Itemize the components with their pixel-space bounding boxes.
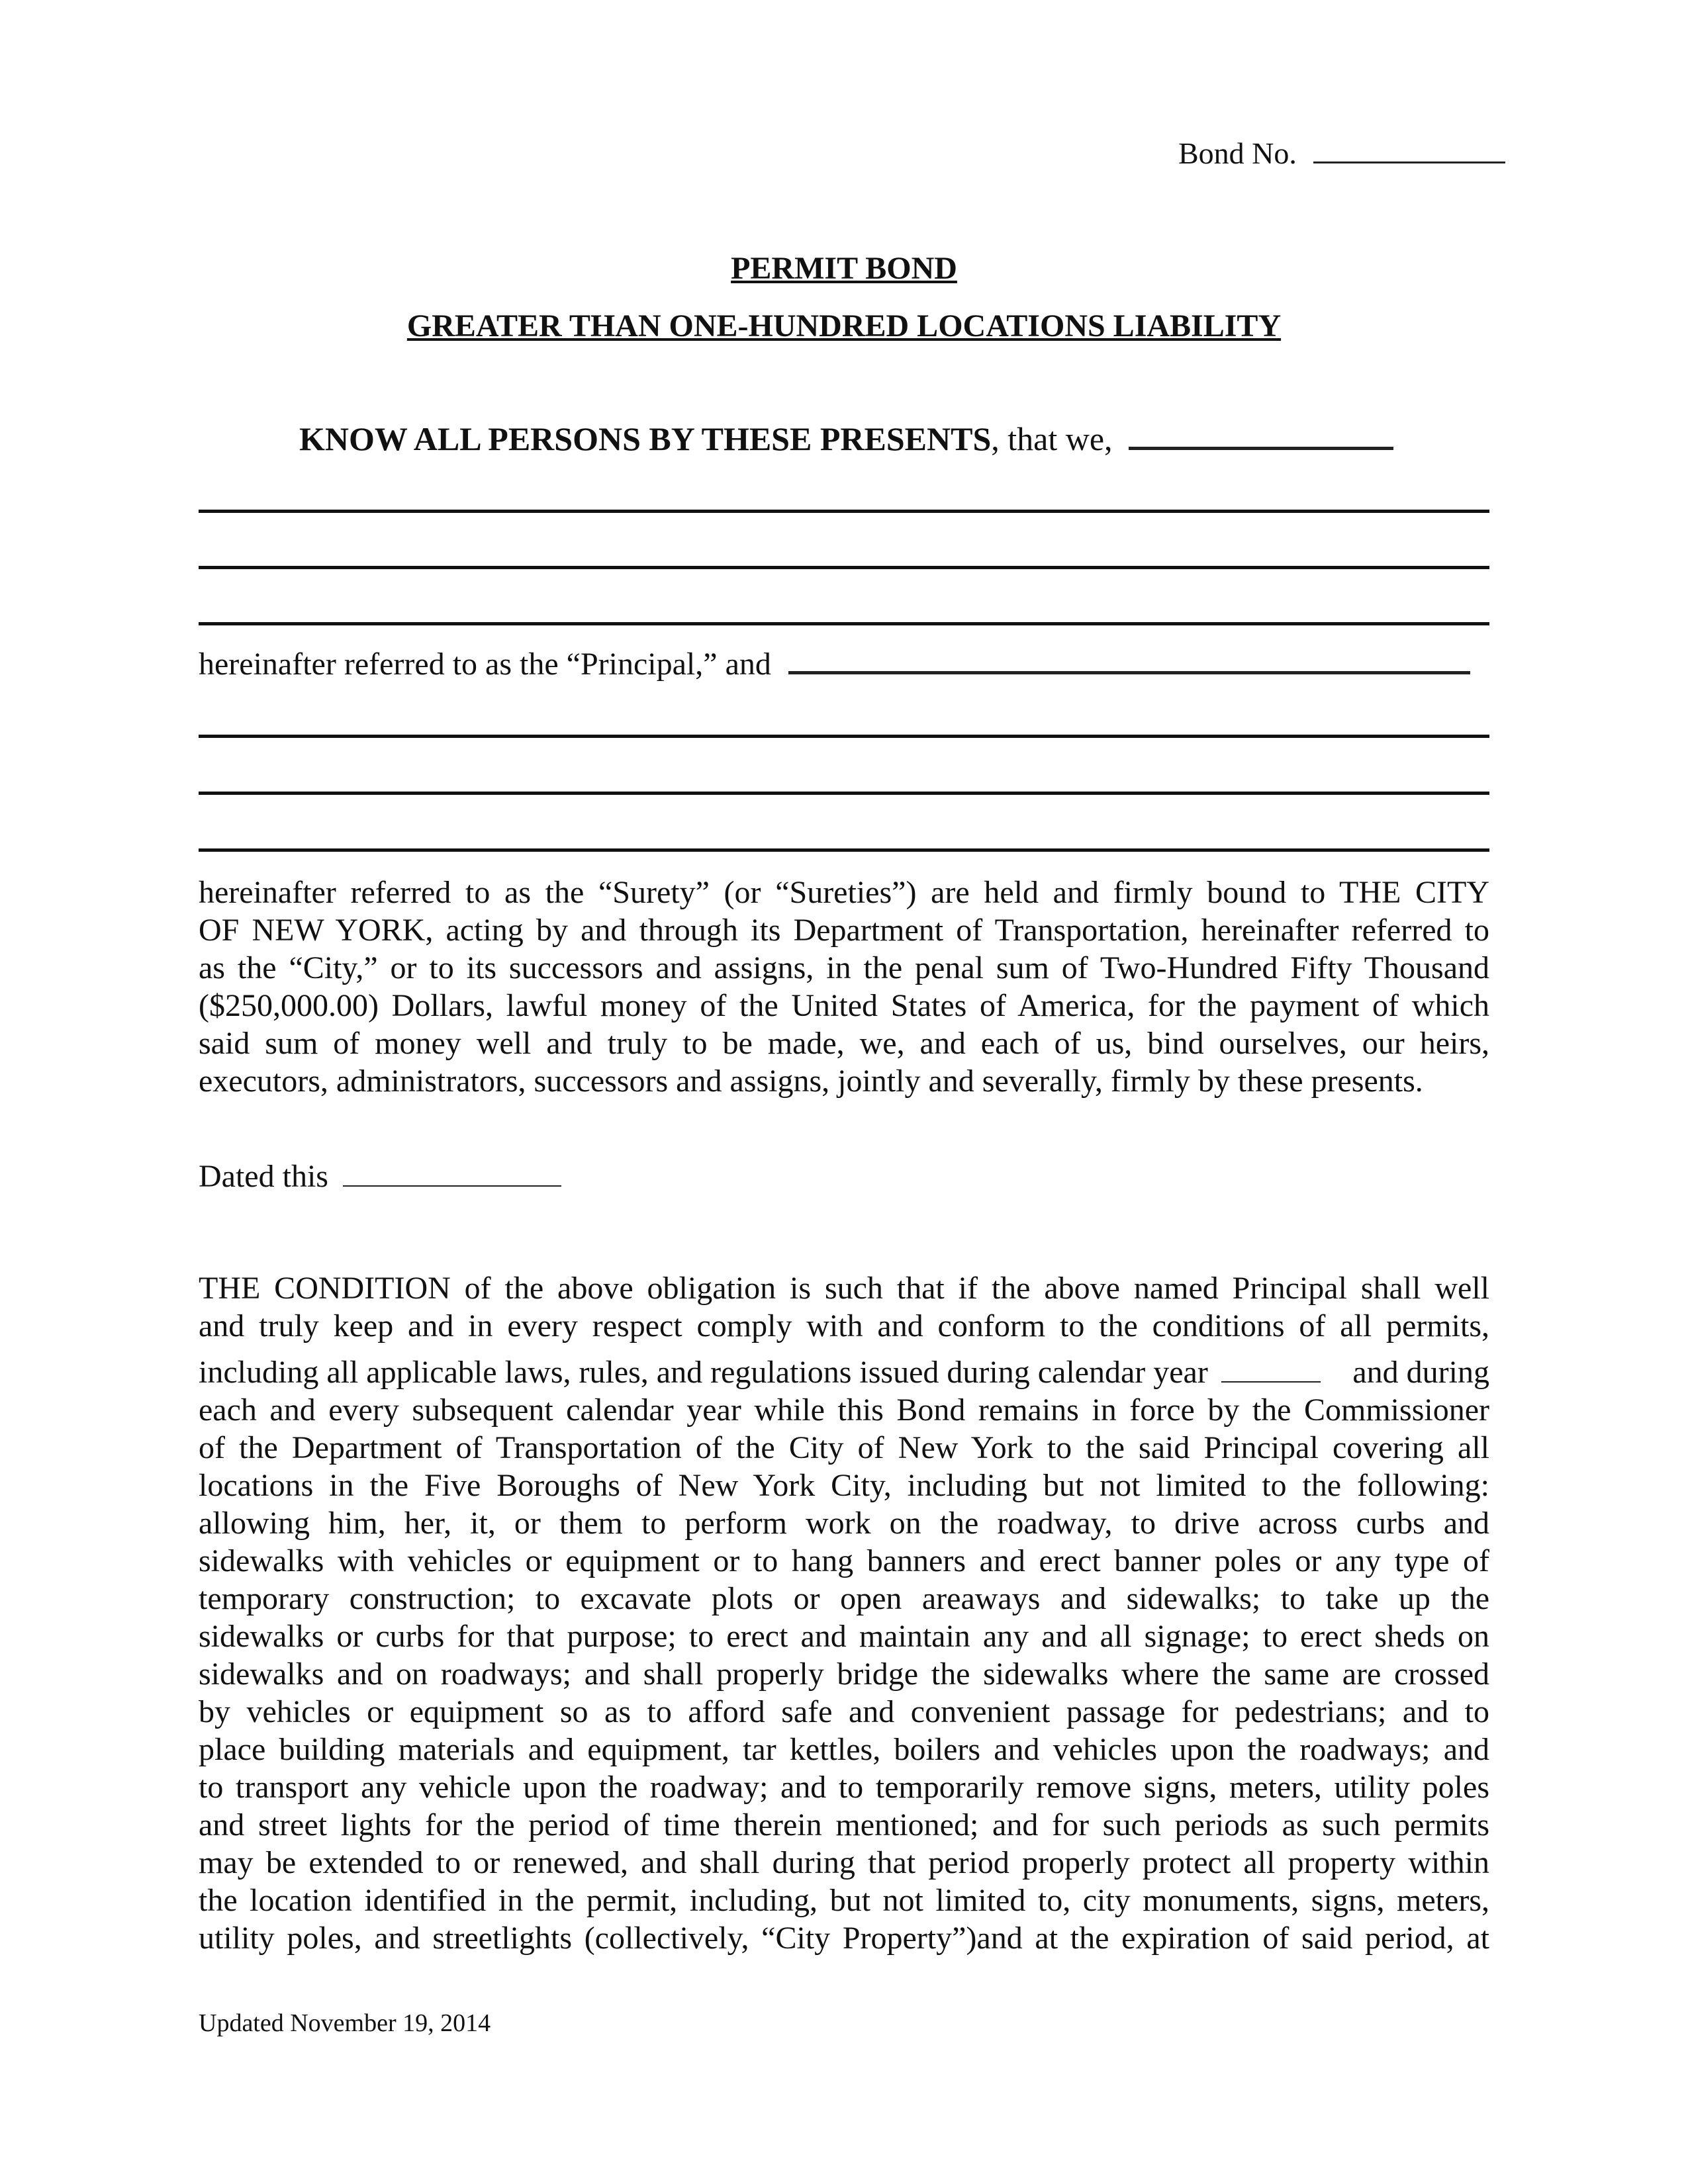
- surety-blank-line-3[interactable]: [199, 848, 1489, 852]
- surety-blank-line-1[interactable]: [199, 735, 1489, 738]
- condition-line: of the Department of Transportation of the City of New York to the said Principal covering all: [199, 1430, 1489, 1465]
- principal-blank-line-1[interactable]: [199, 510, 1489, 513]
- surety-line: said sum of money well and truly to be made, we, and each of us, bind ourselves, our heirs,: [199, 1026, 1489, 1061]
- updated-date-footer: Updated November 19, 2014: [199, 2009, 491, 2037]
- bond-number-blank[interactable]: [1313, 161, 1505, 163]
- dated-line: [199, 1158, 561, 1195]
- surety-line: hereinafter referred to as the “Surety” (or “Sureties”) are held and firmly bound to THE CITY: [199, 875, 1489, 910]
- condition-line: to transport any vehicle upon the roadway; and to temporarily remove signs, meters, utility poles: [199, 1770, 1489, 1805]
- intro-bold: KNOW ALL PERSONS BY THESE PRESENTS: [299, 420, 992, 457]
- condition-paragraph: [199, 1269, 1489, 1957]
- surety-line: OF NEW YORK, acting by and through its Department of Transportation, hereinafter referred to: [199, 913, 1489, 948]
- condition-line: each and every subsequent calendar year while this Bond remains in force by the Commissioner: [199, 1392, 1489, 1428]
- document-title: PERMIT BOND: [731, 251, 957, 286]
- condition-line: sidewalks and on roadways; and shall properly bridge the sidewalks where the same are crossed: [199, 1657, 1489, 1692]
- condition-line: the location identified in the permit, including, but not limited to, city monuments, signs, meters,: [199, 1883, 1489, 1918]
- condition-line: utility poles, and streetlights (collectively, “City Property”)and at the expiration of said period, at: [199, 1921, 1489, 1956]
- bond-number-label: Bond No.: [1178, 136, 1297, 170]
- principal-name-blank[interactable]: [1129, 447, 1393, 450]
- document-subtitle: GREATER THAN ONE-HUNDRED LOCATIONS LIABILITY: [406, 308, 1282, 343]
- condition-line: allowing him, her, it, or them to perform work on the roadway, to drive across curbs and: [199, 1506, 1489, 1541]
- condition-line: by vehicles or equipment so as to afford safe and convenient passage for pedestrians; and to: [199, 1694, 1489, 1729]
- condition-line: may be extended to or renewed, and shall during that period properly protect all property within: [199, 1845, 1489, 1880]
- surety-line: as the “City,” or to its successors and assigns, in the penal sum of Two-Hundred Fifty Thousand: [199, 950, 1489, 985]
- surety-name-blank[interactable]: [788, 671, 1470, 674]
- intro-rest: , that we,: [991, 420, 1113, 457]
- surety-paragraph: [199, 874, 1489, 1100]
- condition-line: sidewalks or curbs for that purpose; to erect and maintain any and all signage; to erect sheds on: [199, 1619, 1489, 1654]
- dated-blank[interactable]: [343, 1185, 561, 1187]
- condition-line3-b: and during: [1352, 1355, 1489, 1390]
- principal-blank-line-2[interactable]: [199, 566, 1489, 569]
- principal-line: [199, 646, 1470, 682]
- condition-line-calendar: [199, 1345, 1489, 1391]
- principal-text: hereinafter referred to as the “Principal,” and: [199, 647, 771, 682]
- surety-line: executors, administrators, successors and assigns, jointly and severally, firmly by these presents.: [199, 1064, 1423, 1099]
- condition-line: THE CONDITION of the above obligation is such that if the above named Principal shall well: [199, 1271, 1489, 1306]
- condition-line: locations in the Five Boroughs of New York City, including but not limited to the following:: [199, 1468, 1489, 1503]
- intro-line: [299, 420, 1393, 458]
- condition-line: place building materials and equipment, tar kettles, boilers and vehicles upon the roadways; and: [199, 1732, 1489, 1767]
- surety-line: ($250,000.00) Dollars, lawful money of the United States of America, for the payment of which: [199, 988, 1489, 1023]
- condition-line: and truly keep and in every respect comply with and conform to the conditions of all permits,: [199, 1308, 1489, 1343]
- surety-blank-line-2[interactable]: [199, 792, 1489, 795]
- bond-number-line: [1178, 136, 1505, 171]
- condition-line: and street lights for the period of time therein mentioned; and for such periods as such permits: [199, 1807, 1489, 1843]
- condition-line: sidewalks with vehicles or equipment or to hang banners and erect banner poles or any type of: [199, 1543, 1489, 1578]
- calendar-year-blank[interactable]: [1221, 1381, 1321, 1383]
- principal-blank-line-3[interactable]: [199, 622, 1489, 625]
- condition-line: temporary construction; to excavate plots or open areaways and sidewalks; to take up the: [199, 1581, 1489, 1616]
- condition-line3-a: including all applicable laws, rules, and regulations issued during calendar year: [199, 1355, 1208, 1390]
- dated-label: Dated this: [199, 1159, 328, 1194]
